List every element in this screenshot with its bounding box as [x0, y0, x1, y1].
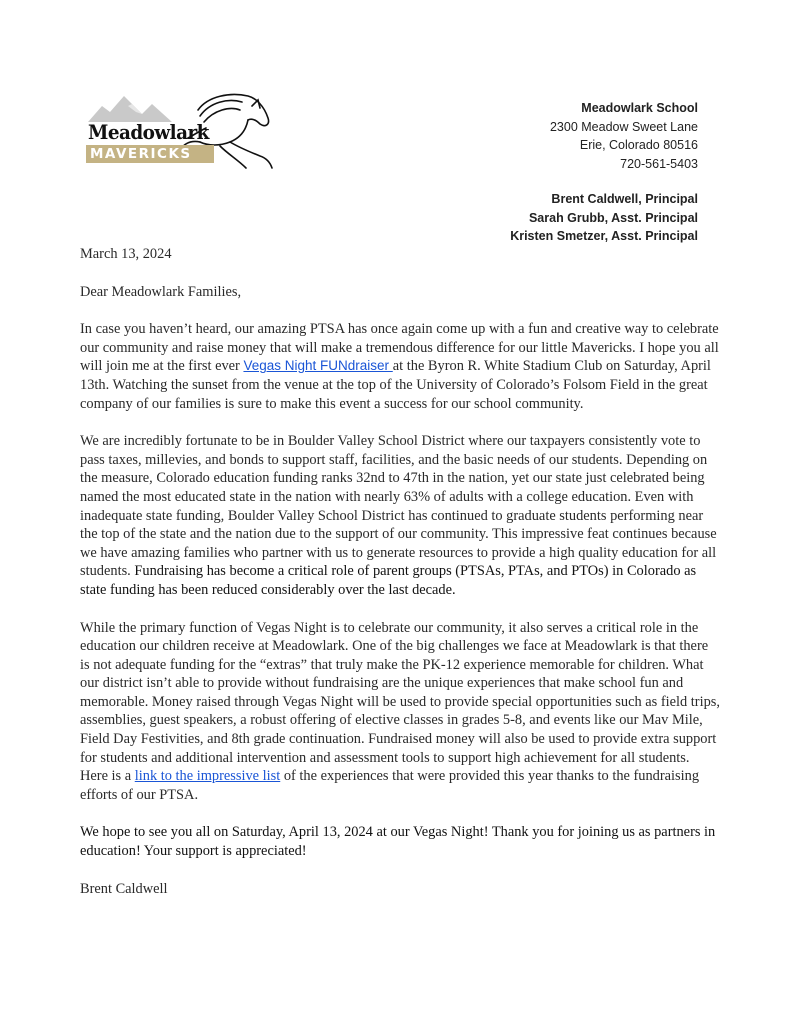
- staff-principal: Brent Caldwell, Principal: [551, 192, 698, 206]
- school-city: Erie, Colorado 80516: [579, 138, 698, 152]
- letter-date: March 13, 2024: [80, 246, 172, 262]
- p3-text-after: of the experiences that were provided this year thanks to the fundraising efforts of our PTSA.: [80, 768, 700, 803]
- salutation: Dear Meadowlark Families,: [80, 283, 242, 300]
- logo-band: [86, 145, 214, 163]
- p1-text-before: In case you haven’t heard, our amazing PTSA has once again come up with a fun and creative way to celebrate our community and raise money that will make a tremendous difference for our little Mavericks. I hope you all will join me at the first ever: [80, 321, 719, 375]
- logo-band-text: MAVERICKS: [90, 146, 192, 162]
- school-address-block: [550, 99, 698, 173]
- school-street: 2300 Meadow Sweet Lane: [549, 119, 698, 134]
- p1-text-after: at the Byron R. White Stadium Club on Saturday, April 13th. Watching the sunset from the venue at the top of the University of Colorado’s Folsom Field in the great company of our families is sure to make this event a success for our school community.: [80, 358, 711, 412]
- paragraph-3: [80, 619, 720, 805]
- paragraph-2: [80, 432, 720, 599]
- letter-body: [80, 245, 720, 917]
- paragraph-4: We hope to see you all on Saturday, April 13, 2024 at our Vegas Night! Thank you for joining us as partners in education! Your support is appreciated!: [80, 824, 716, 860]
- impressive-list-link[interactable]: link to the impressive list: [134, 768, 281, 785]
- staff-block: [510, 190, 698, 246]
- paragraph-1: [80, 320, 720, 413]
- school-logo: [80, 88, 285, 178]
- vegas-night-link[interactable]: Vegas Night FUNdraiser: [243, 358, 393, 374]
- staff-asst-principal-1: Sarah Grubb, Asst. Principal: [528, 210, 698, 225]
- staff-asst-principal-2: Kristen Smetzer, Asst. Principal: [510, 229, 698, 243]
- signature: Brent Caldwell: [80, 880, 168, 897]
- logo-wordmark: Meadowlark: [88, 120, 209, 144]
- p2-text: We are incredibly fortunate to be in Boulder Valley School District where our taxpayers consistently vote to pass taxes, millevies, and bonds to support staff, facilities, and the basic needs of our students. Depending on the measure, Colorado education funding ranks 32nd to 47th in the nation, yet our state just celebrated being named the most educated state in the nation with nearly 63% of adults with a college education. Even with inadequate state funding, Boulder Valley School District has continued to graduate students performing near the top of the state and the nation due to the support of our community. This impressive feat continues because we have amazing families who partner with us to generate resources to provide a high quality education for all students.: [80, 433, 717, 580]
- p3-text-before: While the primary function of Vegas Night is to celebrate our community, it also serves a critical role in the education our children receive at Meadowlark. One of the big challenges we face at Meadowlark is that there is not adequate funding for the “extras” that truly make the PK-12 experience memorable for children. What our district isn’t able to provide without fundraising are the unique experiences that make school fun and memorable. Money raised through Vegas Night will be used to provide special opportunities such as field trips, assemblies, guest speakers, a robust offering of elective classes in grades 5-8, and events like our Mav Mile, Field Day Festivities, and 8th grade continuation. Fundraised money will also be used to provide extra support for students and additional intervention and assessment tools to support high achievement for all students. Here is a: [80, 619, 720, 785]
- p2-emphasis: Fundraising has become a critical role of parent groups (PTSAs, PTAs, and PTOs) in Colorado as state funding has been reduced considerably over the last decade.: [80, 563, 697, 598]
- school-name: Meadowlark School: [581, 101, 698, 115]
- school-phone: 720-561-5403: [620, 156, 698, 171]
